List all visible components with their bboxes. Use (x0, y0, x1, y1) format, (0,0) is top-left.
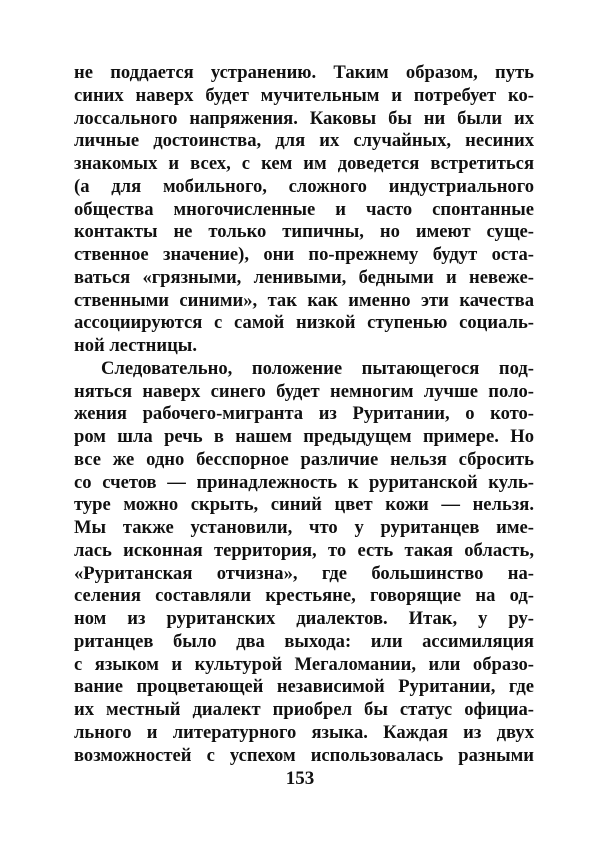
text-line: ственными синими», так как именно эти качества (74, 289, 534, 311)
text-line: все же одно бесспорное различие нельзя сбросить (74, 448, 534, 470)
paragraph-2 (74, 358, 534, 768)
text-line: Мы также установили, что у руританцев име- (74, 517, 534, 538)
text-line: с языком и культурой Мегаломании, или образо- (74, 653, 534, 675)
text-line: ританцев было два выхода: или ассимиляция (74, 630, 534, 652)
text-line: «Руританская отчизна», где большинство на- (74, 562, 534, 584)
text-line: вание процветающей независимой Руритании, где (74, 676, 534, 698)
text-line: ном из руританских диалектов. Итак, у ру- (74, 608, 534, 629)
text-line: синих наверх будет мучительным и потребует ко- (74, 84, 534, 106)
text-line: ассоциируются с самой низкой ступенью социаль- (74, 312, 534, 334)
text-line: лоссального напряжения. Каковы бы ни были их (74, 107, 534, 129)
text-line: ром шла речь в нашем предыдущем примере. Но (74, 426, 534, 447)
paragraph-1 (74, 62, 534, 358)
page-number: 153 (285, 768, 315, 789)
text-line: их местный диалект приобрел бы статус официа- (74, 699, 534, 720)
text-line: знакомых и всех, с кем им доведется встретиться (74, 153, 534, 174)
text-line: со счетов — принадлежность к руританской куль- (74, 471, 534, 493)
text-line: (а для мобильного, сложного индустриального (74, 175, 534, 197)
text-line: ваться «грязными, ленивыми, бедными и невеже- (74, 266, 534, 288)
text-line: ственное значение), они по-прежнему будут оста- (74, 244, 534, 265)
text-line: лась исконная территория, то есть такая область, (74, 539, 534, 561)
text-line: туре можно скрыть, синий цвет кожи — нельзя. (74, 494, 534, 516)
body-text (74, 62, 534, 767)
text-line: возможностей с успехом использовалась разными (74, 744, 534, 766)
text-line: общества многочисленные и часто спонтанные (74, 198, 534, 220)
text-line: няться наверх синего будет немногим лучше поло- (74, 380, 534, 402)
text-line: льного и литературного языка. Каждая из двух (74, 721, 534, 743)
text-line: не поддается устранению. Таким образом, путь (74, 62, 534, 83)
text-line: жения рабочего-мигранта из Руритании, о кото- (74, 403, 534, 425)
text-line: Следовательно, положение пытающегося под- (101, 357, 534, 379)
text-line: контакты не только типичны, но имеют суще- (74, 221, 534, 243)
text-line: личные достоинства, для их случайных, несиних (74, 130, 534, 152)
text-line: селения составляли крестьяне, говорящие на од- (74, 585, 534, 607)
text-line: ной лестницы. (74, 335, 197, 356)
